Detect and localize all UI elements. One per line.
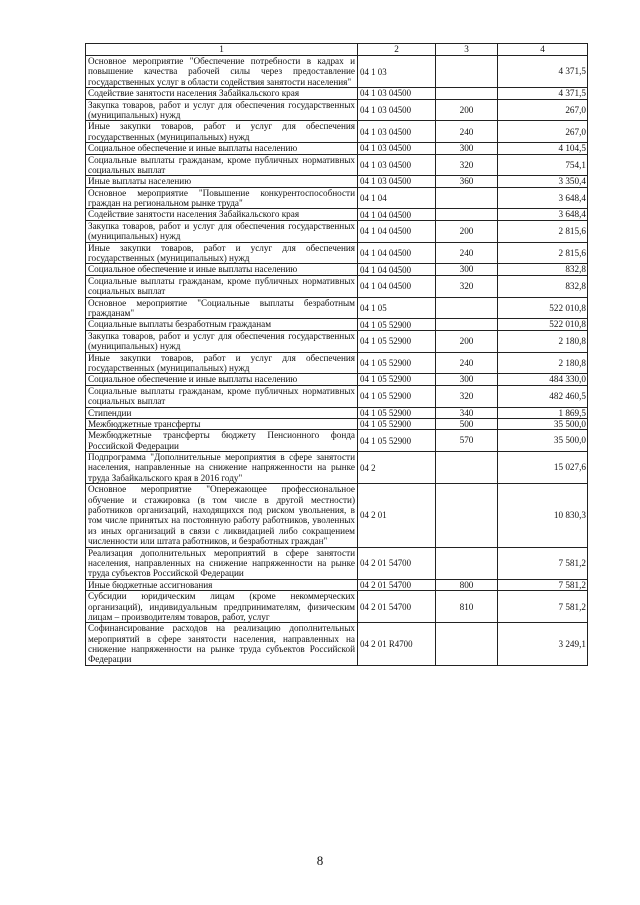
row-code-cell: 04 1 05 52900 xyxy=(358,418,436,429)
row-name-cell: Субсидии юридическим лицам (кроме некоммерческих организаций), индивидуальным предпринимателям, физическим лицам – производителям товаров, работ, услуг xyxy=(86,591,358,623)
table-row xyxy=(86,623,588,666)
row-name-cell: Социальное обеспечение и иные выплаты населению xyxy=(86,264,358,275)
row-amount-cell: 2 815,6 xyxy=(498,220,588,242)
table-row xyxy=(86,579,588,590)
row-expense-type-cell: 200 xyxy=(436,99,498,121)
row-code-cell: 04 1 04 04500 xyxy=(358,209,436,220)
row-amount-cell: 2 180,8 xyxy=(498,330,588,352)
row-expense-type-cell xyxy=(436,209,498,220)
row-expense-type-cell: 360 xyxy=(436,176,498,187)
row-name-cell: Социальные выплаты гражданам, кроме публичных нормативных социальных выплат xyxy=(86,154,358,176)
row-amount-cell: 10 830,3 xyxy=(498,484,588,547)
row-code-cell: 04 1 04 04500 xyxy=(358,264,436,275)
row-code-cell: 04 2 01 54700 xyxy=(358,579,436,590)
row-code-cell: 04 1 04 xyxy=(358,187,436,209)
row-amount-cell: 482 460,5 xyxy=(498,385,588,407)
row-amount-cell: 832,8 xyxy=(498,275,588,297)
table-row xyxy=(86,297,588,319)
row-amount-cell: 484 330,0 xyxy=(498,374,588,385)
row-amount-cell: 522 010,8 xyxy=(498,319,588,330)
row-expense-type-cell xyxy=(436,88,498,99)
row-amount-cell: 3 249,1 xyxy=(498,623,588,666)
row-code-cell: 04 1 05 52900 xyxy=(358,430,436,452)
row-amount-cell: 1 869,5 xyxy=(498,407,588,418)
row-expense-type-cell: 320 xyxy=(436,154,498,176)
table-row xyxy=(86,209,588,220)
table-row xyxy=(86,319,588,330)
row-amount-cell: 267,0 xyxy=(498,121,588,143)
row-name-cell: Социальные выплаты гражданам, кроме публичных нормативных социальных выплат xyxy=(86,385,358,407)
table-row xyxy=(86,385,588,407)
row-amount-cell: 3 350,4 xyxy=(498,176,588,187)
row-expense-type-cell: 300 xyxy=(436,143,498,154)
table-row xyxy=(86,154,588,176)
row-name-cell: Реализация дополнительных мероприятий в сфере занятости населения, направленных на снижение напряженности на рынке труда субъектов Российской Федерации xyxy=(86,547,358,579)
row-name-cell: Содействие занятости населения Забайкальского края xyxy=(86,88,358,99)
row-name-cell: Основное мероприятие "Повышение конкурентоспособности граждан на региональном рынке труда" xyxy=(86,187,358,209)
col-header-type: 3 xyxy=(436,44,498,56)
table-row xyxy=(86,275,588,297)
table-row xyxy=(86,56,588,88)
row-name-cell: Иные закупки товаров, работ и услуг для обеспечения государственных (муниципальных) нужд xyxy=(86,352,358,374)
row-amount-cell: 832,8 xyxy=(498,264,588,275)
col-header-sum: 4 xyxy=(498,44,588,56)
row-name-cell: Иные выплаты населению xyxy=(86,176,358,187)
row-name-cell: Социальные выплаты безработным гражданам xyxy=(86,319,358,330)
row-code-cell: 04 1 05 52900 xyxy=(358,352,436,374)
table-row xyxy=(86,143,588,154)
row-expense-type-cell xyxy=(436,547,498,579)
row-expense-type-cell: 300 xyxy=(436,264,498,275)
row-code-cell: 04 2 xyxy=(358,452,436,484)
table-row xyxy=(86,484,588,547)
row-name-cell: Иные закупки товаров, работ и услуг для обеспечения государственных (муниципальных) нужд xyxy=(86,242,358,264)
row-amount-cell: 35 500,0 xyxy=(498,430,588,452)
row-expense-type-cell: 320 xyxy=(436,275,498,297)
row-name-cell: Закупка товаров, работ и услуг для обеспечения государственных (муниципальных) нужд xyxy=(86,99,358,121)
row-expense-type-cell xyxy=(436,484,498,547)
row-code-cell: 04 1 03 04500 xyxy=(358,88,436,99)
row-amount-cell: 2 815,6 xyxy=(498,242,588,264)
row-expense-type-cell: 570 xyxy=(436,430,498,452)
row-code-cell: 04 1 03 04500 xyxy=(358,121,436,143)
row-amount-cell: 4 371,5 xyxy=(498,88,588,99)
row-expense-type-cell: 240 xyxy=(436,242,498,264)
row-amount-cell: 35 500,0 xyxy=(498,418,588,429)
table-row xyxy=(86,264,588,275)
row-expense-type-cell: 200 xyxy=(436,220,498,242)
row-amount-cell: 4 371,5 xyxy=(498,56,588,88)
row-code-cell: 04 2 01 54700 xyxy=(358,591,436,623)
row-expense-type-cell xyxy=(436,623,498,666)
row-code-cell: 04 1 03 04500 xyxy=(358,176,436,187)
budget-table xyxy=(85,43,588,666)
table-row xyxy=(86,220,588,242)
table-row xyxy=(86,418,588,429)
row-code-cell: 04 2 01 R4700 xyxy=(358,623,436,666)
row-expense-type-cell: 320 xyxy=(436,385,498,407)
table-row xyxy=(86,330,588,352)
row-name-cell: Межбюджетные трансферты бюджету Пенсионного фонда Российской Федерации xyxy=(86,430,358,452)
row-name-cell: Содействие занятости населения Забайкальского края xyxy=(86,209,358,220)
row-amount-cell: 7 581,2 xyxy=(498,579,588,590)
table-row xyxy=(86,242,588,264)
row-expense-type-cell: 240 xyxy=(436,121,498,143)
header-row xyxy=(86,44,588,56)
row-name-cell: Социальное обеспечение и иные выплаты населению xyxy=(86,374,358,385)
row-name-cell: Стипендии xyxy=(86,407,358,418)
table-row xyxy=(86,452,588,484)
table-row xyxy=(86,430,588,452)
row-amount-cell: 15 027,6 xyxy=(498,452,588,484)
row-expense-type-cell: 500 xyxy=(436,418,498,429)
row-name-cell: Закупка товаров, работ и услуг для обеспечения государственных (муниципальных) нужд xyxy=(86,220,358,242)
table-row xyxy=(86,374,588,385)
row-code-cell: 04 2 01 54700 xyxy=(358,547,436,579)
row-name-cell: Социальное обеспечение и иные выплаты населению xyxy=(86,143,358,154)
row-name-cell: Основное мероприятие "Обеспечение потребности в кадрах и повышение качества рабочей силы через предоставление государственных услуг в области содействия занятости населения" xyxy=(86,56,358,88)
row-expense-type-cell xyxy=(436,56,498,88)
row-amount-cell: 7 581,2 xyxy=(498,591,588,623)
table-row xyxy=(86,547,588,579)
row-amount-cell: 2 180,8 xyxy=(498,352,588,374)
col-header-name: 1 xyxy=(86,44,358,56)
row-code-cell: 04 1 04 04500 xyxy=(358,242,436,264)
table-row xyxy=(86,352,588,374)
row-expense-type-cell: 810 xyxy=(436,591,498,623)
row-code-cell: 04 1 05 52900 xyxy=(358,330,436,352)
row-expense-type-cell: 300 xyxy=(436,374,498,385)
row-amount-cell: 267,0 xyxy=(498,99,588,121)
page-number: 8 xyxy=(316,853,324,868)
row-expense-type-cell: 240 xyxy=(436,352,498,374)
row-amount-cell: 754,1 xyxy=(498,154,588,176)
row-expense-type-cell xyxy=(436,452,498,484)
row-name-cell: Межбюджетные трансферты xyxy=(86,418,358,429)
row-expense-type-cell: 340 xyxy=(436,407,498,418)
table-row xyxy=(86,121,588,143)
row-code-cell: 04 1 03 04500 xyxy=(358,154,436,176)
row-code-cell: 04 1 04 04500 xyxy=(358,275,436,297)
table-row xyxy=(86,88,588,99)
row-amount-cell: 3 648,4 xyxy=(498,209,588,220)
row-code-cell: 04 1 03 xyxy=(358,56,436,88)
row-name-cell: Основное мероприятие "Социальные выплаты безработным гражданам" xyxy=(86,297,358,319)
row-expense-type-cell xyxy=(436,319,498,330)
table-row xyxy=(86,99,588,121)
row-code-cell: 04 1 04 04500 xyxy=(358,220,436,242)
row-amount-cell: 4 104,5 xyxy=(498,143,588,154)
row-name-cell: Иные бюджетные ассигнования xyxy=(86,579,358,590)
table-row xyxy=(86,187,588,209)
row-code-cell: 04 1 05 52900 xyxy=(358,319,436,330)
row-expense-type-cell: 200 xyxy=(436,330,498,352)
row-name-cell: Иные закупки товаров, работ и услуг для обеспечения государственных (муниципальных) нужд xyxy=(86,121,358,143)
row-name-cell: Социальные выплаты гражданам, кроме публичных нормативных социальных выплат xyxy=(86,275,358,297)
row-code-cell: 04 1 03 04500 xyxy=(358,143,436,154)
row-code-cell: 04 1 03 04500 xyxy=(358,99,436,121)
row-code-cell: 04 1 05 52900 xyxy=(358,374,436,385)
row-amount-cell: 522 010,8 xyxy=(498,297,588,319)
row-code-cell: 04 2 01 xyxy=(358,484,436,547)
col-header-code: 2 xyxy=(358,44,436,56)
row-amount-cell: 7 581,2 xyxy=(498,547,588,579)
row-name-cell: Основное мероприятие "Опережающее профессиональное обучение и стажировка (в том числе в другой местности) работников организаций, находящихся под риском увольнения, в том числе принятых на постоянную работу работников, уволенных из иных организаций в связи с ликвидацией либо сокращением численности или штата работников, и безработных граждан" xyxy=(86,484,358,547)
row-code-cell: 04 1 05 52900 xyxy=(358,407,436,418)
row-code-cell: 04 1 05 52900 xyxy=(358,385,436,407)
table-row xyxy=(86,176,588,187)
table-row xyxy=(86,591,588,623)
row-name-cell: Подпрограмма "Дополнительные мероприятия в сфере занятости населения, направленные на снижение напряженности на рынке труда Забайкальского края в 2016 году" xyxy=(86,452,358,484)
row-name-cell: Софинансирование расходов на реализацию дополнительных мероприятий в сфере занятости населения, направленных на снижение напряженности на рынке труда субъектов Российской Федерации xyxy=(86,623,358,666)
table-row xyxy=(86,407,588,418)
row-expense-type-cell xyxy=(436,297,498,319)
row-expense-type-cell xyxy=(436,187,498,209)
row-amount-cell: 3 648,4 xyxy=(498,187,588,209)
row-code-cell: 04 1 05 xyxy=(358,297,436,319)
row-expense-type-cell: 800 xyxy=(436,579,498,590)
row-name-cell: Закупка товаров, работ и услуг для обеспечения государственных (муниципальных) нужд xyxy=(86,330,358,352)
